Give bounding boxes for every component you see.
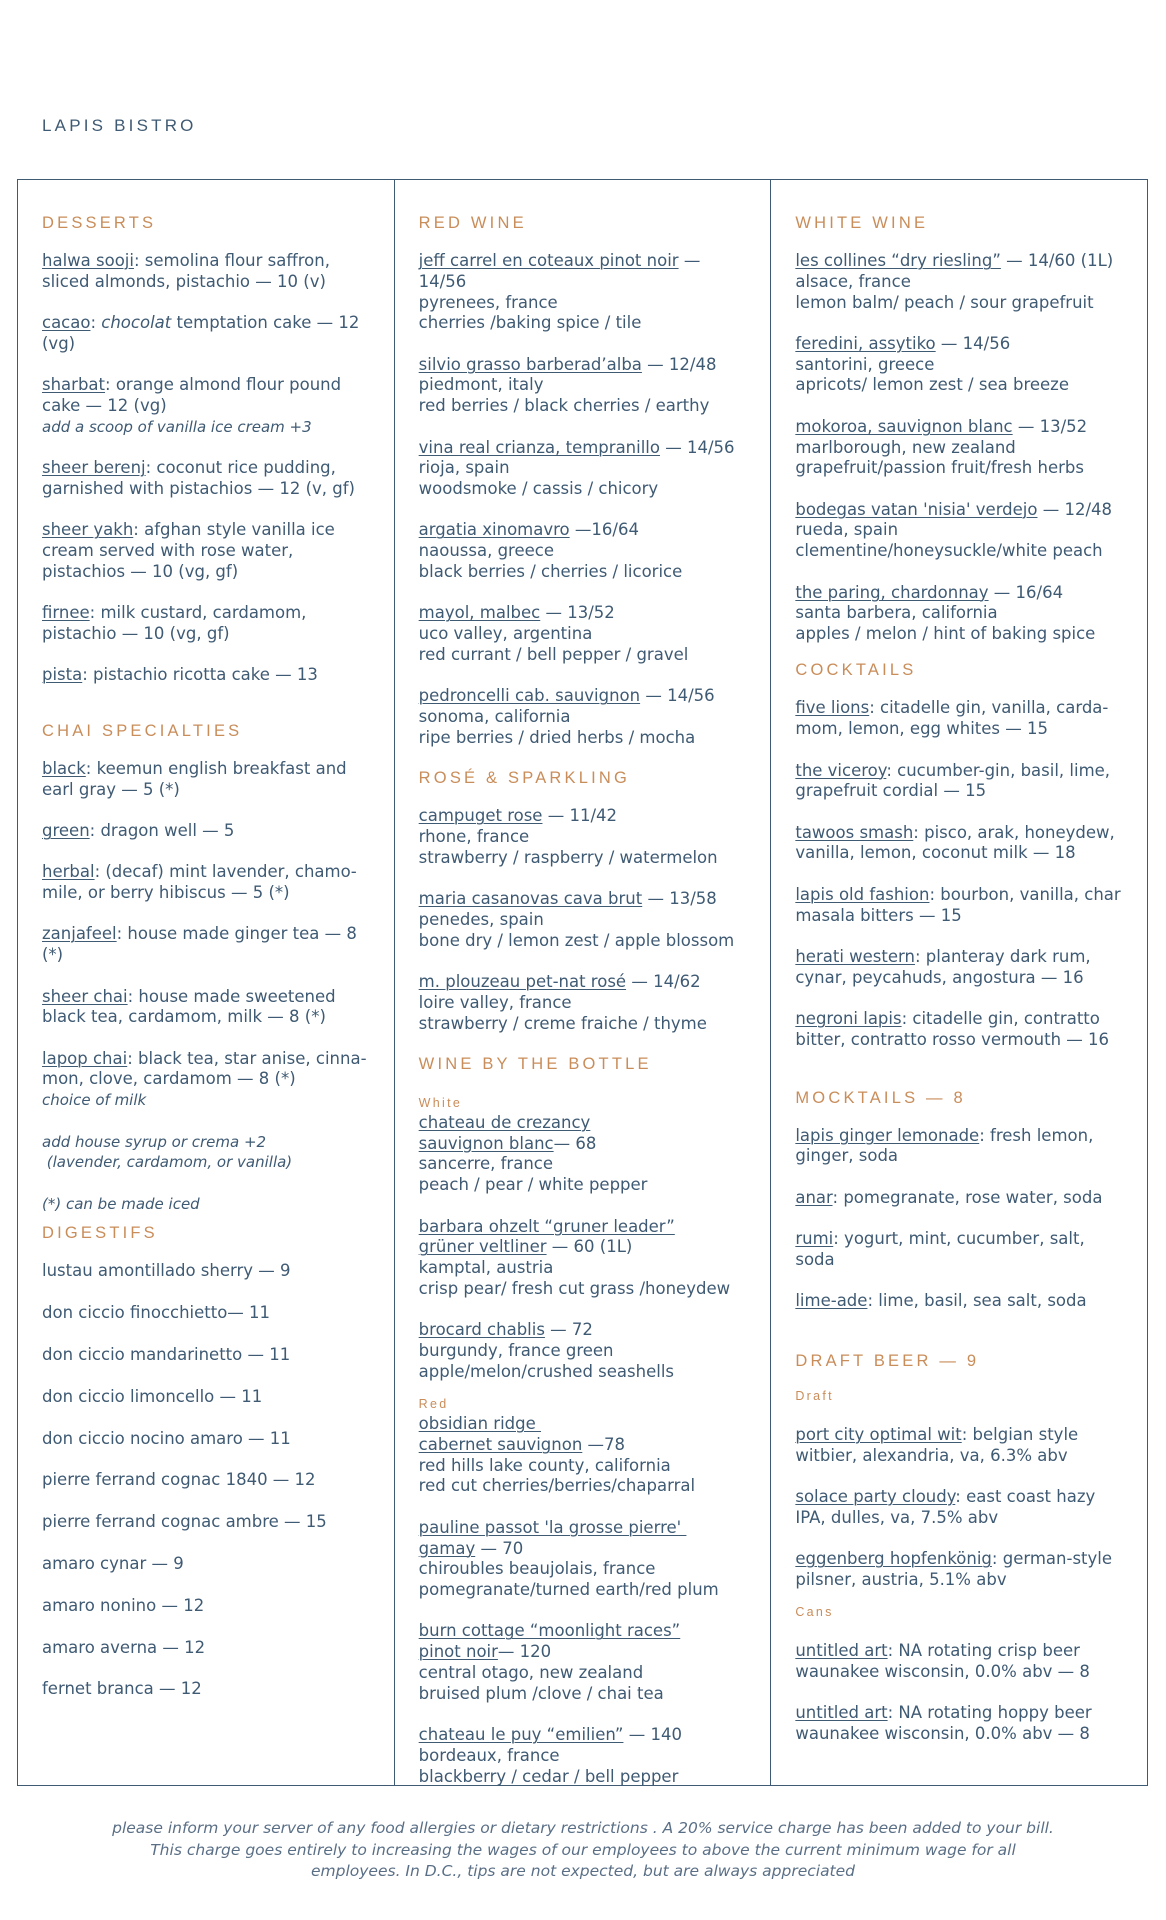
- wine-name: jeff carrel en coteaux pinot noir: [418, 251, 679, 270]
- footer-line: employees. In D.C., tips are not expected, but are always appreciated: [310, 1862, 856, 1880]
- wine-item: [419, 520, 753, 582]
- bottle-red-list: [419, 1414, 753, 1785]
- bottle-price: —78: [582, 1434, 626, 1454]
- bottle-price: — 68: [553, 1133, 597, 1153]
- wine-price: — 16/64: [988, 582, 1064, 602]
- drink-name: solace party cloudy: [795, 1486, 956, 1506]
- item-description: : milk custard, cardamom, pistachio — 10 (vg, gf): [42, 603, 307, 643]
- digestif-item: fernet branca — 12: [42, 1679, 202, 1699]
- wine-item: [795, 500, 1129, 562]
- wine-price: — 13/52: [540, 603, 615, 623]
- item-name: black: [42, 758, 86, 778]
- drink-description: : east coast hazy IPA, dulles, va, 7.5% abv: [795, 1486, 1096, 1527]
- wine-price: — 13/52: [1012, 416, 1088, 436]
- item-name: herbal: [42, 862, 95, 882]
- bottle-notes: red cut cherries/berries/chaparral: [418, 1476, 696, 1496]
- drink-item: [795, 1549, 1129, 1591]
- section-title-white-wine: WHITE WINE: [795, 214, 929, 232]
- drink-name: lime-ade: [795, 1291, 868, 1310]
- wine-name: feredini, assytiko: [795, 333, 936, 353]
- bottle-name-line: [419, 1435, 753, 1456]
- item-description: : coconut rice pudding, garnished with pistachios — 12 (v, gf): [42, 458, 355, 498]
- syrup-note-line: (lavender, cardamom, or vanilla): [42, 1153, 293, 1172]
- wine-name: pedroncelli cab. sauvignon: [418, 686, 641, 706]
- wine-item: [419, 806, 753, 868]
- bottle-name: brocard chablis: [418, 1320, 545, 1340]
- wine-price: — 14/60 (1L): [1000, 251, 1114, 270]
- bottle-item: [419, 1414, 753, 1497]
- item-description: temptation cake — 12 (vg): [42, 313, 360, 353]
- bottle-notes: blackberry / cedar / bell pepper: [418, 1766, 679, 1785]
- bottle-item: [419, 1725, 753, 1785]
- bottle-notes: pomegranate/turned earth/red plum: [418, 1580, 719, 1600]
- wine-price: — 12/48: [641, 354, 717, 374]
- section-title-red-wine: RED WINE: [418, 214, 527, 232]
- bottle-name-line: [419, 1237, 753, 1258]
- bottle-name-line: [419, 1320, 753, 1341]
- bottle-origin: chiroubles beaujolais, france: [418, 1559, 656, 1579]
- menu-item: [42, 603, 376, 645]
- bottle-price: — 72: [544, 1320, 593, 1340]
- wine-price: — 11/42: [542, 806, 618, 826]
- item-note: add a scoop of vanilla ice cream +3: [42, 417, 312, 436]
- mocktail-list: [795, 1126, 1129, 1312]
- wine-notes: cherries /baking spice / tile: [418, 313, 642, 333]
- item-name: sheer yakh: [42, 520, 134, 540]
- bottle-item: [419, 1621, 753, 1704]
- bottle-name: barbara ohzelt “gruner leader”: [418, 1216, 675, 1236]
- wine-notes: clementine/honeysuckle/white peach: [795, 541, 1103, 561]
- wine-item: [419, 251, 753, 334]
- wine-item: [795, 417, 1129, 479]
- wine-price: — 14/56: [418, 251, 701, 291]
- drink-name: untitled art: [795, 1641, 888, 1661]
- drink-item: [795, 1009, 1129, 1051]
- wine-name: bodegas vatan 'nisia' verdejo: [795, 499, 1038, 519]
- wine-item: [419, 355, 753, 417]
- item-name: green: [42, 821, 90, 841]
- wine-origin: sonoma, california: [418, 707, 571, 727]
- section-title-bottle: WINE BY THE BOTTLE: [418, 1054, 652, 1073]
- wine-notes: strawberry / creme fraiche / thyme: [418, 1013, 707, 1033]
- drink-item: [795, 1425, 1129, 1467]
- wine-price: — 14/56: [935, 333, 1011, 353]
- digestif-item: amaro averna — 12: [42, 1637, 206, 1657]
- digestif-item: pierre ferrand cognac ambre — 15: [42, 1512, 327, 1532]
- drink-description: : yogurt, mint, cucumber, salt, soda: [795, 1228, 1085, 1269]
- wine-price: — 14/62: [626, 971, 701, 991]
- red-wine-list: [419, 251, 753, 749]
- menu-item: [42, 1049, 376, 1111]
- drink-description: : bourbon, vanilla, char masala bitters — 15: [795, 884, 1121, 925]
- bottle-varietal: cabernet sauvignon: [418, 1434, 583, 1454]
- wine-origin: rhone, france: [418, 826, 530, 846]
- item-description: : keemun english breakfast and earl gray — 5 (*): [42, 758, 347, 799]
- item-description: : black tea, star anise, cinnamon, clove, cardamom — 8 (*): [42, 1048, 367, 1089]
- wine-origin: loire valley, france: [418, 992, 572, 1012]
- menu-column-right: [770, 180, 1147, 1785]
- bottle-name-line: [419, 1642, 753, 1663]
- digestif-item: don ciccio limoncello — 11: [42, 1386, 263, 1406]
- wine-notes: strawberry / raspberry / watermelon: [418, 847, 718, 867]
- wine-origin: marlborough, new zealand: [795, 437, 1016, 457]
- digestif-item: don ciccio finocchietto— 11: [42, 1303, 271, 1323]
- wine-notes: lemon balm/ peach / sour grapefruit: [795, 292, 1094, 312]
- bottle-varietal: sauvignon blanc: [418, 1133, 554, 1153]
- bottle-name-line: [419, 1518, 753, 1539]
- bottle-name: burn cottage “moonlight races”: [418, 1621, 681, 1641]
- item-separator: :: [90, 313, 102, 333]
- digestif-list: [42, 1261, 376, 1700]
- item-name: zanjafeel: [42, 924, 117, 944]
- menu-item: [42, 520, 376, 582]
- wine-name: mayol, malbec: [418, 603, 541, 623]
- allergy-footer: [0, 1818, 1166, 1883]
- menu-item: [42, 759, 376, 801]
- bottle-origin: burgundy, france green: [418, 1340, 614, 1360]
- drink-item: [795, 1487, 1129, 1529]
- bottle-origin: red hills lake county, california: [418, 1455, 671, 1475]
- item-description: : (decaf) mint lavender, chamomile, or berry hibiscus — 5 (*): [42, 862, 357, 903]
- item-name: lapop chai: [42, 1048, 128, 1068]
- wine-item: [795, 583, 1129, 645]
- drink-description: : fresh lemon, ginger, soda: [795, 1125, 1094, 1166]
- menu-item: [42, 987, 376, 1029]
- wine-notes: red currant / bell pepper / gravel: [418, 644, 689, 664]
- wine-notes: black berries / cherries / licorice: [418, 562, 683, 582]
- wine-name: campuget rose: [418, 806, 543, 826]
- brand-name: LAPIS BISTRO: [42, 116, 197, 135]
- bottle-origin: central otago, new zealand: [418, 1663, 644, 1683]
- wine-notes: grapefruit/passion fruit/fresh herbs: [795, 458, 1084, 478]
- digestif-item: amaro cynar — 9: [42, 1553, 184, 1573]
- item-description: : orange almond flour pound cake — 12 (vg): [42, 375, 342, 415]
- menu-item: [42, 313, 376, 355]
- bottle-name-line: [419, 1539, 753, 1560]
- rose-list: [419, 806, 753, 1034]
- item-name: cacao: [42, 313, 91, 333]
- bottle-notes: apple/melon/crushed seashells: [418, 1361, 675, 1381]
- bottle-name-line: [419, 1414, 753, 1435]
- digestif-item: don ciccio mandarinetto — 11: [42, 1345, 291, 1364]
- item-description: : pistachio ricotta cake — 13: [82, 665, 318, 685]
- menu-item: [42, 375, 376, 437]
- item-description: : house made sweetened black tea, cardamom, milk — 8 (*): [42, 986, 336, 1027]
- wine-name: the paring, chardonnay: [795, 582, 989, 602]
- section-title-digestifs: DIGESTIFS: [42, 1224, 158, 1243]
- drink-item: [795, 761, 1129, 803]
- section-title-mocktails: MOCKTAILS — 8: [795, 1088, 966, 1107]
- item-description: : afghan style vanilla ice cream served with rose water, pistachios — 10 (vg, gf): [42, 520, 335, 581]
- wine-origin: naoussa, greece: [418, 541, 555, 561]
- item-description: : dragon well — 5: [89, 821, 235, 841]
- item-name: halwa sooji: [42, 251, 134, 270]
- bottle-varietal: gamay: [418, 1538, 476, 1558]
- bottle-item: [419, 1217, 753, 1300]
- drink-description: : citadelle gin, contratto bitter, contratto rosso vermouth — 16: [795, 1008, 1110, 1049]
- bottle-item: [419, 1113, 753, 1196]
- drink-name: lapis ginger lemonade: [795, 1125, 980, 1145]
- bottle-notes: peach / pear / white pepper: [418, 1175, 648, 1195]
- bottle-name: obsidian ridge: [418, 1414, 542, 1434]
- digestif-item: amaro nonino — 12: [42, 1595, 205, 1615]
- wine-origin: rueda, spain: [795, 520, 899, 540]
- wine-item: [419, 972, 753, 1034]
- drink-description: : NA rotating hoppy beer waunakee wisconsin, 0.0% abv — 8: [795, 1703, 1092, 1743]
- wine-price: — 14/56: [640, 686, 715, 706]
- wine-notes: apricots/ lemon zest / sea breeze: [795, 375, 1069, 395]
- drink-item: [795, 1229, 1129, 1271]
- bottle-price: — 70: [475, 1538, 524, 1558]
- drink-item: [795, 1126, 1129, 1168]
- wine-notes: bone dry / lemon zest / apple blossom: [418, 930, 735, 950]
- item-description: : house made ginger tea — 8 (*): [42, 924, 357, 965]
- bottle-origin: bordeaux, france: [418, 1745, 560, 1765]
- drink-item: [795, 698, 1129, 740]
- wine-price: — 14/56: [659, 437, 735, 457]
- bottle-name-line: [419, 1621, 753, 1642]
- drink-name: negroni lapis: [795, 1008, 902, 1028]
- menu-frame: [17, 179, 1148, 1786]
- item-name: firnee: [42, 603, 90, 623]
- wine-price: —16/64: [569, 520, 639, 540]
- drink-description: : citadelle gin, vanilla, cardamom, lemon, egg whites — 15: [795, 698, 1109, 739]
- wine-notes: apples / melon / hint of baking spice: [795, 624, 1096, 644]
- menu-item: [42, 665, 376, 686]
- drink-name: herati western: [795, 946, 915, 966]
- wine-notes: ripe berries / dried herbs / mocha: [418, 727, 696, 747]
- bottle-name: pauline passot 'la grosse pierre': [418, 1517, 687, 1537]
- drink-name: the viceroy: [795, 760, 887, 780]
- bottle-item: [419, 1320, 753, 1382]
- bottle-origin: kamptal, austria: [418, 1258, 554, 1278]
- bottle-price: — 140: [623, 1725, 682, 1745]
- section-title-draft-beer: DRAFT BEER — 9: [795, 1351, 980, 1370]
- bottle-price: — 60 (1L): [546, 1237, 633, 1257]
- drink-name: lapis old fashion: [795, 884, 930, 904]
- footer-line: This charge goes entirely to increasing the wages of our employees to above the current minimum wage for all: [150, 1840, 1016, 1859]
- drink-description: : lime, basil, sea salt, soda: [867, 1291, 1087, 1310]
- menu-item: [42, 821, 376, 842]
- bottle-notes: bruised plum /clove / chai tea: [418, 1683, 664, 1703]
- wine-name: argatia xinomavro: [418, 520, 570, 540]
- bottle-name-line: [419, 1113, 753, 1134]
- wine-item: [419, 603, 753, 665]
- drink-description: : pisco, arak, honeydew, vanilla, lemon, coconut milk — 18: [795, 822, 1115, 863]
- bottle-origin: sancerre, france: [418, 1154, 554, 1174]
- subsection-white-label: White: [418, 1095, 463, 1110]
- item-description: : semolina flour saffron, sliced almonds, pistachio — 10 (v): [42, 251, 330, 291]
- drink-description: : cucumber-gin, basil, lime, grapefruit cordial — 15: [795, 760, 1111, 801]
- wine-origin: santa barbera, california: [795, 603, 998, 623]
- wine-name: maria casanovas cava brut: [418, 889, 643, 909]
- item-note: choice of milk: [42, 1091, 147, 1110]
- drink-name: rumi: [795, 1228, 834, 1248]
- drink-description: : planteray dark rum, cynar, peycahuds, angostura — 16: [795, 946, 1091, 987]
- footer-line: please inform your server of any food allergies or dietary restrictions . A 20% service charge has been added to your bill.: [112, 1819, 1054, 1837]
- wine-name: mokoroa, sauvignon blanc: [795, 416, 1013, 436]
- menu-item: [42, 251, 376, 293]
- drink-item: [795, 1291, 1129, 1312]
- item-description-italic: chocolat: [101, 313, 172, 333]
- subsection-red-label: Red: [418, 1397, 449, 1412]
- drink-description: : NA rotating crisp beer waunakee wisconsin, 0.0% abv — 8: [795, 1641, 1090, 1681]
- bottle-name: chateau le puy “emilien”: [418, 1725, 624, 1745]
- wine-item: [419, 686, 753, 748]
- wine-name: vina real crianza, tempranillo: [418, 437, 660, 457]
- item-name: sheer berenj: [42, 458, 146, 478]
- section-title-desserts: DESSERTS: [42, 214, 157, 232]
- drink-item: [795, 885, 1129, 927]
- drink-item: [795, 1641, 1129, 1683]
- item-name: pista: [42, 665, 83, 685]
- drink-name: port city optimal wit: [795, 1424, 962, 1444]
- item-name: sharbat: [42, 375, 106, 395]
- wine-origin: alsace, france: [795, 271, 911, 291]
- wine-origin: santorini, greece: [795, 354, 935, 374]
- bottle-white-list: [419, 1113, 753, 1383]
- wine-item: [419, 889, 753, 951]
- wine-item: [795, 251, 1129, 313]
- wine-origin: rioja, spain: [418, 458, 510, 478]
- wine-price: — 12/48: [1037, 499, 1113, 519]
- draft-list: [795, 1425, 1129, 1591]
- section-title-rose: ROSÉ & SPARKLING: [418, 769, 631, 788]
- wine-name: les collines “dry riesling”: [795, 251, 1001, 270]
- drink-item: [795, 823, 1129, 865]
- bottle-price: — 120: [497, 1642, 552, 1662]
- iced-note: (*) can be made iced: [42, 1194, 200, 1213]
- wine-origin: uco valley, argentina: [418, 624, 593, 644]
- drink-name: tawoos smash: [795, 822, 914, 842]
- bottle-name-line: [419, 1725, 753, 1746]
- wine-name: m. plouzeau pet-nat rosé: [418, 971, 627, 991]
- item-name: sheer chai: [42, 986, 128, 1006]
- section-title-cocktails: COCKTAILS: [795, 661, 917, 680]
- digestif-item: don ciccio nocino amaro — 11: [42, 1428, 291, 1448]
- wine-origin: penedes, spain: [418, 909, 544, 929]
- drink-name: anar: [795, 1187, 833, 1207]
- wine-origin: pyrenees, france: [418, 292, 558, 312]
- menu-item: [42, 862, 376, 904]
- section-title-chai: CHAI SPECIALTIES: [42, 721, 243, 740]
- drink-item: [795, 1703, 1129, 1745]
- subsection-cans-label: Cans: [795, 1605, 834, 1620]
- syrup-note-line: add house syrup or crema +2: [42, 1132, 267, 1151]
- drink-description: : german-style pilsner, austria, 5.1% abv: [795, 1548, 1113, 1589]
- bottle-varietal: pinot noir: [418, 1642, 498, 1662]
- wine-name: silvio grasso barberad’alba: [418, 354, 642, 374]
- bottle-name-line: [419, 1134, 753, 1155]
- white-wine-list: [795, 251, 1129, 645]
- drink-name: untitled art: [795, 1703, 888, 1723]
- wine-price: — 13/58: [642, 889, 717, 909]
- menu-column-middle: [394, 180, 771, 1785]
- wine-notes: woodsmoke / cassis / chicory: [418, 479, 659, 499]
- drink-item: [795, 1188, 1129, 1209]
- menu-column-left: [18, 180, 394, 1785]
- bottle-varietal: grüner veltliner: [418, 1237, 547, 1257]
- bottle-notes: crisp pear/ fresh cut grass /honeydew: [418, 1278, 731, 1298]
- digestif-item: pierre ferrand cognac 1840 — 12: [42, 1470, 316, 1490]
- cans-list: [795, 1641, 1129, 1745]
- bottle-name-line: [419, 1217, 753, 1238]
- wine-item: [795, 334, 1129, 396]
- cocktail-list: [795, 698, 1129, 1050]
- subsection-draft-label: Draft: [795, 1388, 834, 1403]
- syrup-note: [42, 1132, 376, 1174]
- menu-item: [42, 458, 376, 500]
- drink-name: eggenberg hopfenkönig: [795, 1548, 992, 1568]
- wine-origin: piedmont, italy: [418, 375, 544, 395]
- bottle-name: chateau de crezancy: [418, 1112, 591, 1132]
- drink-name: five lions: [795, 698, 870, 718]
- digestif-item: lustau amontillado sherry — 9: [42, 1261, 291, 1281]
- wine-notes: red berries / black cherries / earthy: [418, 396, 710, 416]
- wine-item: [419, 438, 753, 500]
- drink-description: : pomegranate, rose water, soda: [832, 1187, 1103, 1207]
- drink-item: [795, 947, 1129, 989]
- drink-description: : belgian style witbier, alexandria, va, 6.3% abv: [795, 1424, 1079, 1465]
- menu-item: [42, 924, 376, 966]
- bottle-item: [419, 1518, 753, 1601]
